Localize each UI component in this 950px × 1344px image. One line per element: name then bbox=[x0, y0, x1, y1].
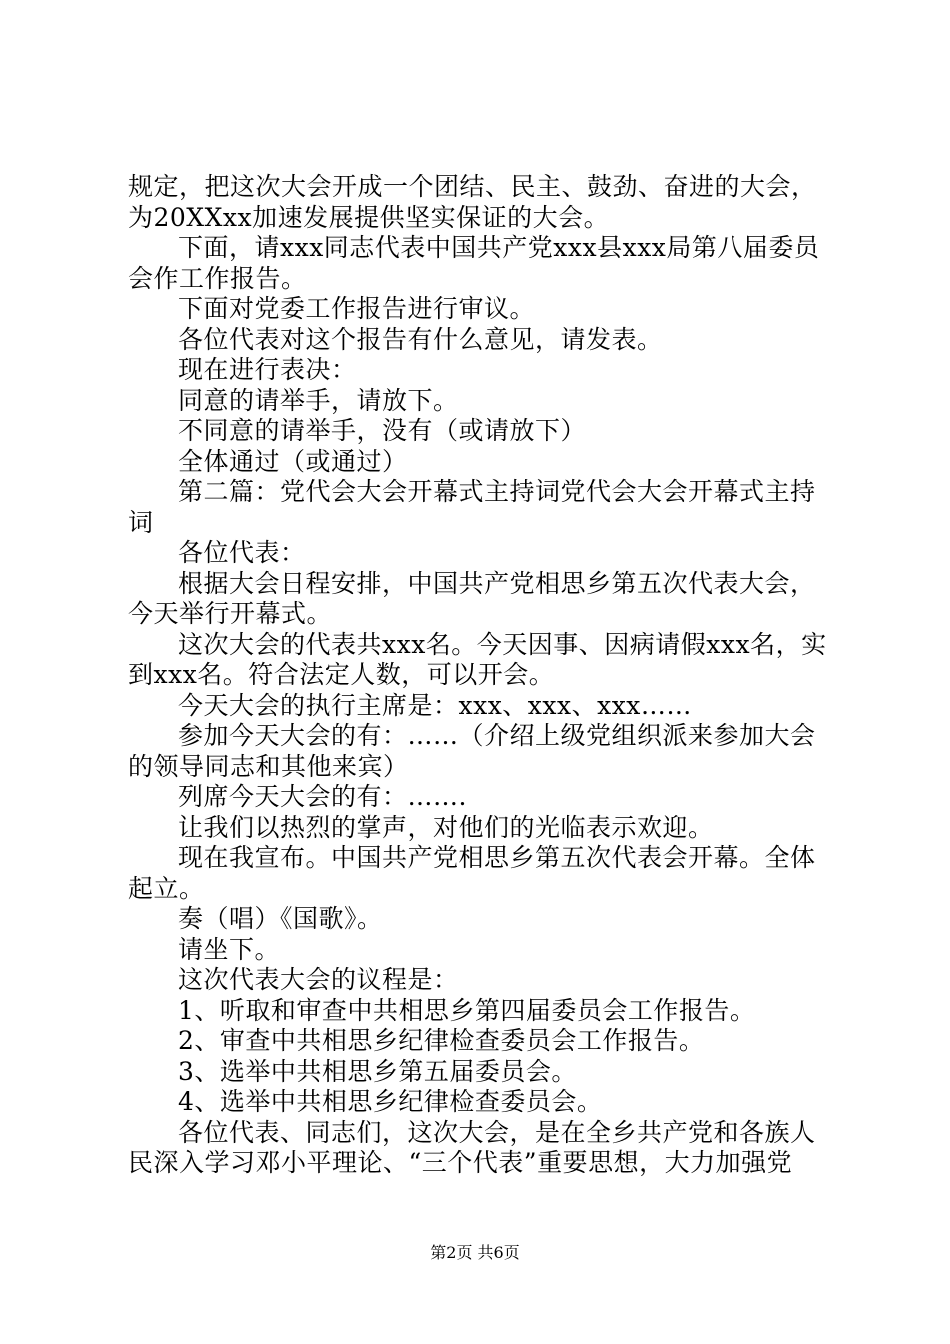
paragraph: 同意的请举手，请放下。 bbox=[178, 385, 459, 415]
paragraph: 各位代表： bbox=[178, 538, 306, 567]
paragraph: 让我们以热烈的掌声，对他们的光临表示欢迎。 bbox=[178, 812, 714, 842]
paragraph: 现在我宣布。中国共产党相思乡第五次代表会开幕。全体起立。 bbox=[128, 843, 816, 903]
paragraph: 请坐下。 bbox=[178, 934, 281, 964]
paragraph: 根据大会日程安排，中国共产党相思乡第五次代表大会，今天举行开幕式。 bbox=[128, 568, 816, 628]
paragraph: 现在进行表决： bbox=[178, 355, 357, 384]
document-body bbox=[128, 172, 828, 1179]
paragraph: 规定，把这次大会开成一个团结、民主、鼓劲、奋进的大会，为20XXxx加速发展提供坚实保证的大会。 bbox=[128, 172, 817, 232]
agenda-item: 3、选举中共相思乡第五届委员会。 bbox=[178, 1056, 577, 1086]
paragraph: 今天大会的执行主席是：xxx、xxx、xxx…… bbox=[178, 690, 692, 720]
paragraph: 参加今天大会的有：……（介绍上级党组织派来参加大会的领导同志和其他来宾） bbox=[128, 721, 816, 781]
paragraph: 下面对党委工作报告进行审议。 bbox=[178, 294, 536, 323]
agenda-item: 1、听取和审查中共相思乡第四届委员会工作报告。 bbox=[178, 995, 756, 1025]
paragraph: 各位代表、同志们，这次大会，是在全乡共产党和各族人民深入学习邓小平理论、“三个代表”重要思想，大力加强党 bbox=[128, 1117, 816, 1177]
page-footer bbox=[0, 1243, 950, 1263]
paragraph: 这次代表大会的议程是： bbox=[178, 965, 459, 994]
agenda-item: 2、审查中共相思乡纪律检查委员会工作报告。 bbox=[178, 1026, 705, 1055]
paragraph: 列席今天大会的有：……. bbox=[178, 782, 467, 811]
paragraph: 全体通过（或通过） bbox=[178, 446, 408, 476]
page-number: 第2页 共6页 bbox=[430, 1243, 520, 1262]
paragraph: 不同意的请举手，没有（或请放下） bbox=[178, 416, 587, 445]
section-heading: 第二篇：党代会大会开幕式主持词党代会大会开幕式主持词 bbox=[128, 477, 816, 537]
paragraph: 各位代表对这个报告有什么意见，请发表。 bbox=[178, 324, 663, 354]
paragraph: 这次大会的代表共xxx名。今天因事、因病请假xxx名，实到xxx名。符合法定人数，可以开会。 bbox=[128, 629, 827, 689]
paragraph: 下面，请xxx同志代表中国共产党xxx县xxx局第八届委员会作工作报告。 bbox=[128, 233, 820, 293]
agenda-item: 4、选举中共相思乡纪律检查委员会。 bbox=[178, 1087, 603, 1116]
paragraph: 奏（唱）《国歌》。 bbox=[178, 904, 383, 933]
